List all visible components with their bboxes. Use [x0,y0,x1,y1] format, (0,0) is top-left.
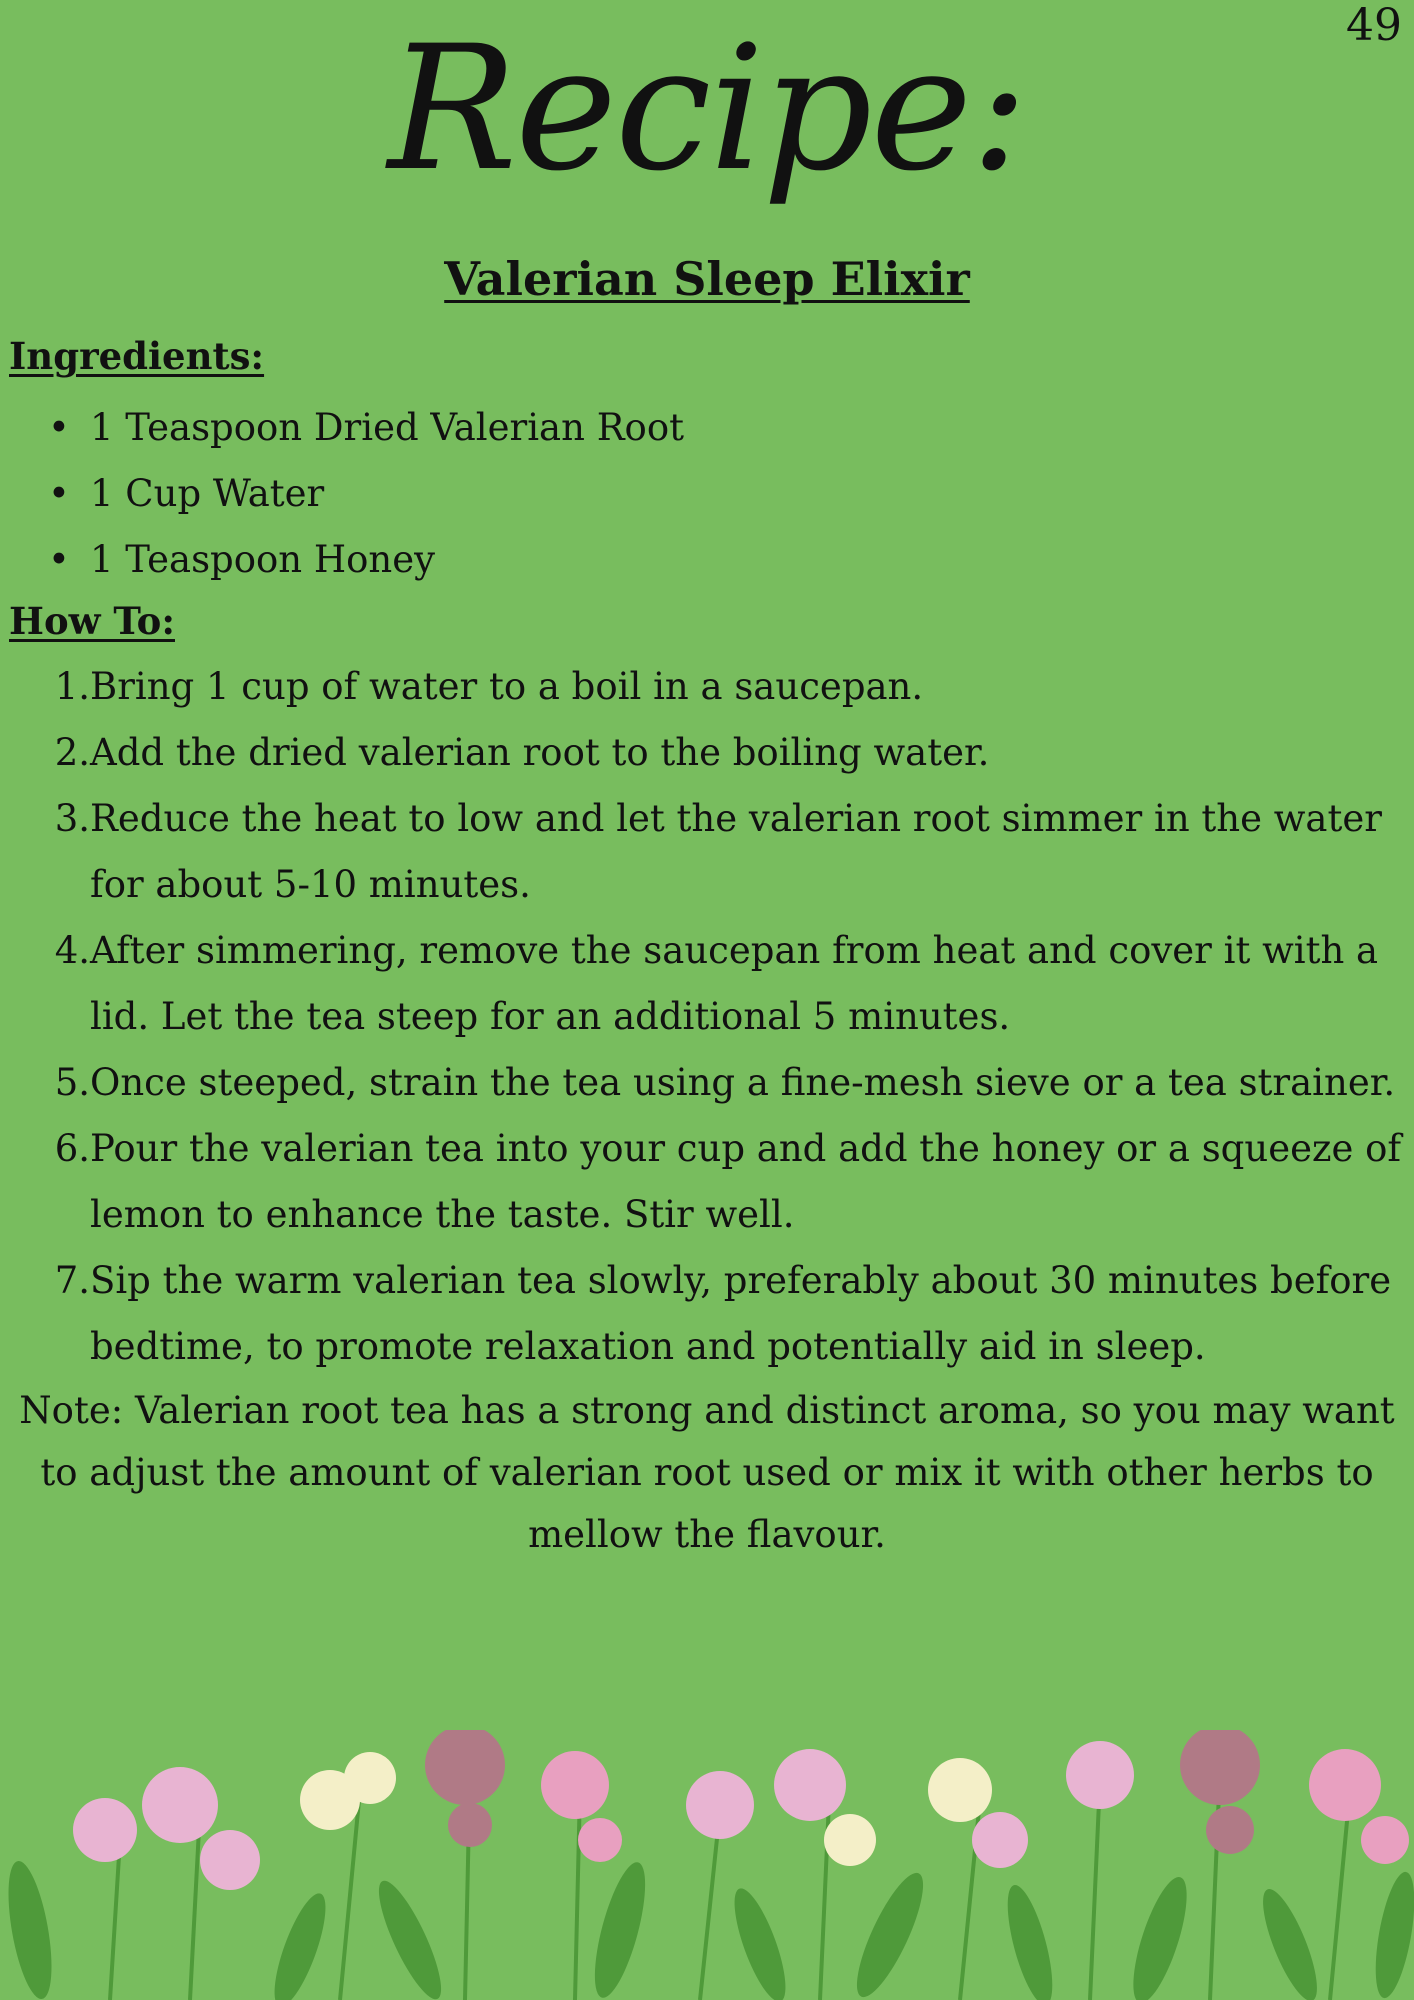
page-title: Recipe: [387,8,1027,209]
step-item [54,1116,1412,1248]
step-item [54,1248,1412,1380]
step-number: 4. [54,929,90,972]
step-text: Add the dried valerian root to the boiling water. [90,731,990,774]
step-item [54,918,1412,1050]
step-number: 1. [54,665,90,708]
ingredients-heading: Ingredients: [9,334,265,378]
step-text: Bring 1 cup of water to a boil in a saucepan. [90,665,924,708]
step-text: Sip the warm valerian tea slowly, preferably about 30 minutes before bedtime, to promote relaxation and potentially aid in sleep. [90,1259,1392,1368]
ingredient-item: • 1 Cup Water [90,461,1390,527]
ingredient-item: • 1 Teaspoon Dried Valerian Root [90,395,1390,461]
step-item [54,654,1412,720]
recipe-note: Note: Valerian root tea has a strong and distinct aroma, so you may want to adjust the amount of valerian root used or mix it with other herbs to mellow the flavour. [19,1389,1395,1556]
step-text: Pour the valerian tea into your cup and add the honey or a squeeze of lemon to enhance the taste. Stir well. [90,1127,1402,1236]
step-text: Reduce the heat to low and let the valerian root simmer in the water for about 5-10 minutes. [90,797,1382,906]
step-number: 7. [54,1259,90,1302]
flower-border-illustration [0,1730,1414,2000]
step-text: After simmering, remove the saucepan from heat and cover it with a lid. Let the tea steep for an additional 5 minutes. [90,929,1379,1038]
howto-heading: How To: [9,599,175,643]
step-item [54,720,1412,786]
recipe-subtitle: Valerian Sleep Elixir [444,252,970,306]
step-number: 3. [54,797,90,840]
step-number: 6. [54,1127,90,1170]
step-item [54,1050,1412,1116]
ingredient-item: • 1 Teaspoon Honey [90,527,1390,593]
page-number: 49 [1346,0,1402,51]
step-text: Once steeped, strain the tea using a fine-mesh sieve or a tea strainer. [90,1061,1396,1104]
flower-heads [73,1730,1409,1890]
ingredients-list [90,395,1390,593]
step-number: 2. [54,731,90,774]
step-item [54,786,1412,918]
steps-list [54,654,1412,1380]
step-number: 5. [54,1061,90,1104]
